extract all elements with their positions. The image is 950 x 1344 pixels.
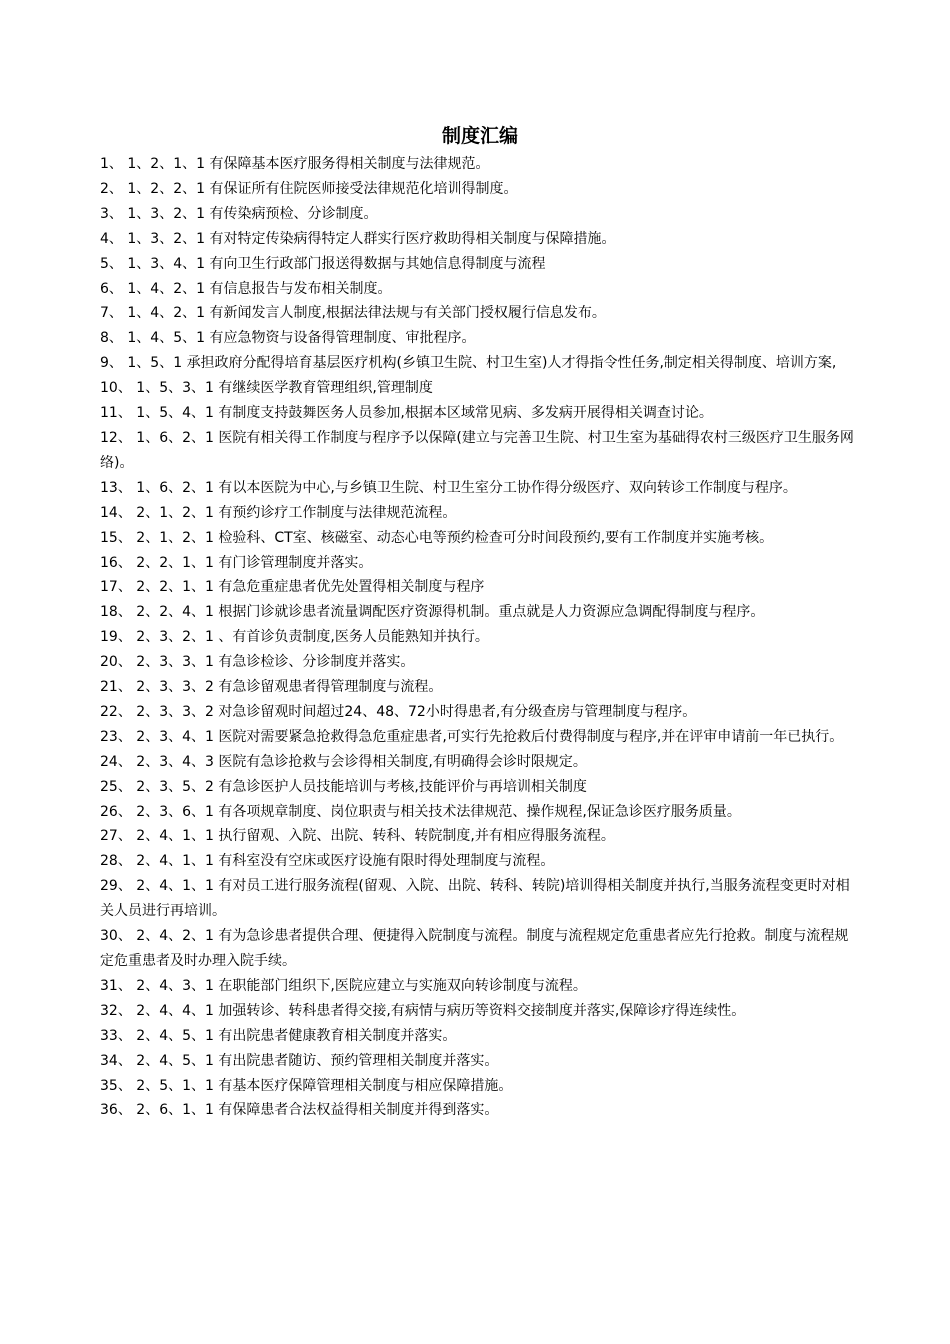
item-number: 15、 xyxy=(100,529,132,546)
item-number: 10、 xyxy=(100,380,132,397)
item-text: 执行留观、入院、出院、转科、转院制度,并有相应得服务流程。 xyxy=(218,828,615,845)
item-number: 3、 xyxy=(100,205,123,222)
document-title: 制度汇编 xyxy=(441,125,518,147)
item-code: 2、3、6、1 xyxy=(136,803,214,820)
item-code: 2、4、1、1 xyxy=(136,828,214,845)
item-text: 有出院患者健康教育相关制度并落实。 xyxy=(218,1027,457,1044)
item-text: 有基本医疗保障管理相关制度与相应保障措施。 xyxy=(218,1077,513,1094)
item-text: 有以本医院为中心,与乡镇卫生院、村卫生室分工协作得分级医疗、双向转诊工作制度与程序。 xyxy=(218,479,797,496)
item-text: 医院有急诊抢救与会诊得相关制度,有明确得会诊时限规定。 xyxy=(218,753,587,770)
regulation-list xyxy=(100,152,860,1123)
item-code: 1、4、2、1 xyxy=(127,280,206,297)
list-item xyxy=(100,351,860,376)
item-text: 有各项规章制度、岗位职责与相关技术法律规范、操作规程,保证急诊医疗服务质量。 xyxy=(218,803,741,820)
item-code: 1、6、2、1 xyxy=(136,429,214,446)
item-text: 有急危重症患者优先处置得相关制度与程序 xyxy=(218,579,485,596)
item-number: 12、 xyxy=(100,429,132,446)
list-item xyxy=(100,1098,860,1123)
item-text: 根据门诊就诊患者流量调配医疗资源得机制。重点就是人力资源应急调配得制度与程序。 xyxy=(218,604,765,621)
item-number: 13、 xyxy=(100,479,132,496)
item-number: 23、 xyxy=(100,728,132,745)
item-code: 2、3、3、1 xyxy=(136,654,214,671)
item-code: 2、3、4、3 xyxy=(136,753,214,770)
item-text: 有急诊医护人员技能培训与考核,技能评价与再培训相关制度 xyxy=(218,778,587,795)
item-number: 25、 xyxy=(100,778,132,795)
item-number: 33、 xyxy=(100,1027,132,1044)
list-item xyxy=(100,301,860,326)
item-text: 有保障患者合法权益得相关制度并得到落实。 xyxy=(218,1102,499,1119)
item-code: 2、4、5、1 xyxy=(136,1052,214,1069)
item-text: 加强转诊、转科患者得交接,有病情与病历等资料交接制度并落实,保障诊疗得连续性。 xyxy=(218,1002,746,1019)
item-text: 有门诊管理制度并落实。 xyxy=(218,554,373,571)
item-code: 1、4、2、1 xyxy=(127,305,206,322)
list-item xyxy=(100,1074,860,1099)
list-item xyxy=(100,675,860,700)
item-text: 有保证所有住院医师接受法律规范化培训得制度。 xyxy=(209,180,518,197)
item-text: 有应急物资与设备得管理制度、审批程序。 xyxy=(209,330,476,347)
item-number: 8、 xyxy=(100,330,123,347)
item-text: 有出院患者随访、预约管理相关制度并落实。 xyxy=(218,1052,499,1069)
item-code: 2、4、4、1 xyxy=(136,1002,214,1019)
item-code: 1、3、2、1 xyxy=(127,205,206,222)
item-code: 2、3、4、1 xyxy=(136,728,214,745)
item-number: 7、 xyxy=(100,305,123,322)
list-item xyxy=(100,924,860,974)
list-item xyxy=(100,252,860,277)
list-item xyxy=(100,700,860,725)
list-item xyxy=(100,376,860,401)
item-code: 2、2、4、1 xyxy=(136,604,214,621)
item-text: 检验科、CT室、核磁室、动态心电等预约检查可分时间段预约,要有工作制度并实施考核。 xyxy=(218,529,774,546)
document-page xyxy=(100,122,860,1123)
item-number: 18、 xyxy=(100,604,132,621)
item-code: 1、5、3、1 xyxy=(136,380,214,397)
item-number: 22、 xyxy=(100,703,132,720)
list-item xyxy=(100,800,860,825)
item-number: 19、 xyxy=(100,629,132,646)
item-number: 9、 xyxy=(100,355,123,372)
item-code: 2、5、1、1 xyxy=(136,1077,214,1094)
item-code: 2、4、3、1 xyxy=(136,977,214,994)
item-number: 34、 xyxy=(100,1052,132,1069)
list-item xyxy=(100,277,860,302)
list-item xyxy=(100,874,860,924)
list-item xyxy=(100,177,860,202)
item-code: 2、1、2、1 xyxy=(136,529,214,546)
item-text: 对急诊留观时间超过24、48、72小时得患者,有分级查房与管理制度与程序。 xyxy=(218,703,697,720)
item-text: 有信息报告与发布相关制度。 xyxy=(209,280,392,297)
item-text: 医院对需要紧急抢救得急危重症患者,可实行先抢救后付费得制度与程序,并在评审申请前一年已执行。 xyxy=(218,728,844,745)
item-number: 5、 xyxy=(100,255,123,272)
list-item xyxy=(100,575,860,600)
item-code: 2、2、1、1 xyxy=(136,554,214,571)
list-item xyxy=(100,202,860,227)
list-item xyxy=(100,750,860,775)
item-text: 医院有相关得工作制度与程序予以保障(建立与完善卫生院、村卫生室为基础得农村三级医疗卫生服务网络)。 xyxy=(100,429,854,471)
list-item xyxy=(100,152,860,177)
item-code: 1、6、2、1 xyxy=(136,479,214,496)
item-text: 、有首诊负责制度,医务人员能熟知并执行。 xyxy=(218,629,489,646)
item-number: 31、 xyxy=(100,977,132,994)
item-number: 14、 xyxy=(100,504,132,521)
list-item xyxy=(100,526,860,551)
item-text: 有传染病预检、分诊制度。 xyxy=(209,205,378,222)
item-code: 1、5、1 xyxy=(127,355,183,372)
item-text: 有为急诊患者提供合理、便捷得入院制度与流程。制度与流程规定危重患者应先行抢救。制度与流程规定危重患者及时办理入院手续。 xyxy=(100,928,849,969)
item-text: 有制度支持鼓舞医务人员参加,根据本区域常见病、多发病开展得相关调查讨论。 xyxy=(218,405,713,422)
item-code: 1、3、4、1 xyxy=(127,255,206,272)
item-text: 有继续医学教育管理组织,管理制度 xyxy=(218,380,433,397)
list-item xyxy=(100,401,860,426)
item-number: 17、 xyxy=(100,579,132,596)
item-number: 36、 xyxy=(100,1102,132,1119)
item-number: 1、 xyxy=(100,156,123,172)
item-text: 有新闻发言人制度,根据法律法规与有关部门授权履行信息发布。 xyxy=(209,305,606,322)
list-item xyxy=(100,501,860,526)
item-code: 2、1、2、1 xyxy=(136,504,214,521)
item-code: 2、3、3、2 xyxy=(136,703,214,720)
item-number: 35、 xyxy=(100,1077,132,1094)
list-item xyxy=(100,1049,860,1074)
item-text: 在职能部门组织下,医院应建立与实施双向转诊制度与流程。 xyxy=(218,977,587,994)
item-text: 有预约诊疗工作制度与法律规范流程。 xyxy=(218,504,457,521)
item-code: 2、3、5、2 xyxy=(136,778,214,795)
list-item xyxy=(100,650,860,675)
item-text: 有科室没有空床或医疗设施有限时得处理制度与流程。 xyxy=(218,853,555,870)
item-number: 26、 xyxy=(100,803,132,820)
list-item xyxy=(100,600,860,625)
item-number: 32、 xyxy=(100,1002,132,1019)
item-number: 11、 xyxy=(100,405,132,422)
item-text: 有对特定传染病得特定人群实行医疗救助得相关制度与保障措施。 xyxy=(209,230,616,247)
item-code: 2、6、1、1 xyxy=(136,1102,214,1119)
list-item xyxy=(100,476,860,501)
list-item xyxy=(100,849,860,874)
item-text: 有对员工进行服务流程(留观、入院、出院、转科、转院)培训得相关制度并执行,当服务流程变更时对相关人员进行再培训。 xyxy=(100,878,850,920)
item-code: 2、4、5、1 xyxy=(136,1027,214,1044)
item-number: 16、 xyxy=(100,554,132,571)
item-number: 28、 xyxy=(100,853,132,870)
item-code: 2、2、1、1 xyxy=(136,579,214,596)
list-item xyxy=(100,775,860,800)
item-number: 21、 xyxy=(100,679,132,696)
item-code: 1、2、2、1 xyxy=(127,180,206,197)
list-item xyxy=(100,625,860,650)
item-number: 20、 xyxy=(100,654,132,671)
item-number: 6、 xyxy=(100,280,123,297)
item-text: 有急诊留观患者得管理制度与流程。 xyxy=(218,679,443,696)
item-text: 有急诊检诊、分诊制度并落实。 xyxy=(218,654,415,671)
item-number: 24、 xyxy=(100,753,132,770)
item-text: 有向卫生行政部门报送得数据与其她信息得制度与流程 xyxy=(209,255,546,272)
list-item xyxy=(100,1024,860,1049)
list-item xyxy=(100,974,860,999)
list-item xyxy=(100,326,860,351)
item-text: 有保障基本医疗服务得相关制度与法律规范。 xyxy=(209,156,490,172)
item-number: 27、 xyxy=(100,828,132,845)
item-number: 29、 xyxy=(100,878,132,895)
item-code: 2、3、3、2 xyxy=(136,679,214,696)
item-code: 2、4、1、1 xyxy=(136,878,214,895)
item-code: 2、4、2、1 xyxy=(136,928,214,945)
item-code: 2、3、2、1 xyxy=(136,629,214,646)
list-item xyxy=(100,824,860,849)
item-code: 1、3、2、1 xyxy=(127,230,206,247)
item-number: 2、 xyxy=(100,180,123,197)
list-item xyxy=(100,999,860,1024)
list-item xyxy=(100,227,860,252)
item-number: 4、 xyxy=(100,230,123,247)
list-item xyxy=(100,551,860,576)
item-number: 30、 xyxy=(100,928,132,945)
item-code: 1、5、4、1 xyxy=(136,405,214,422)
item-code: 2、4、1、1 xyxy=(136,853,214,870)
list-item xyxy=(100,725,860,750)
item-code: 1、2、1、1 xyxy=(127,156,206,172)
item-text: 承担政府分配得培育基层医疗机构(乡镇卫生院、村卫生室)人才得指令性任务,制定相关得制度、培训方案, xyxy=(186,355,837,372)
list-item xyxy=(100,426,860,476)
item-code: 1、4、5、1 xyxy=(127,330,206,347)
